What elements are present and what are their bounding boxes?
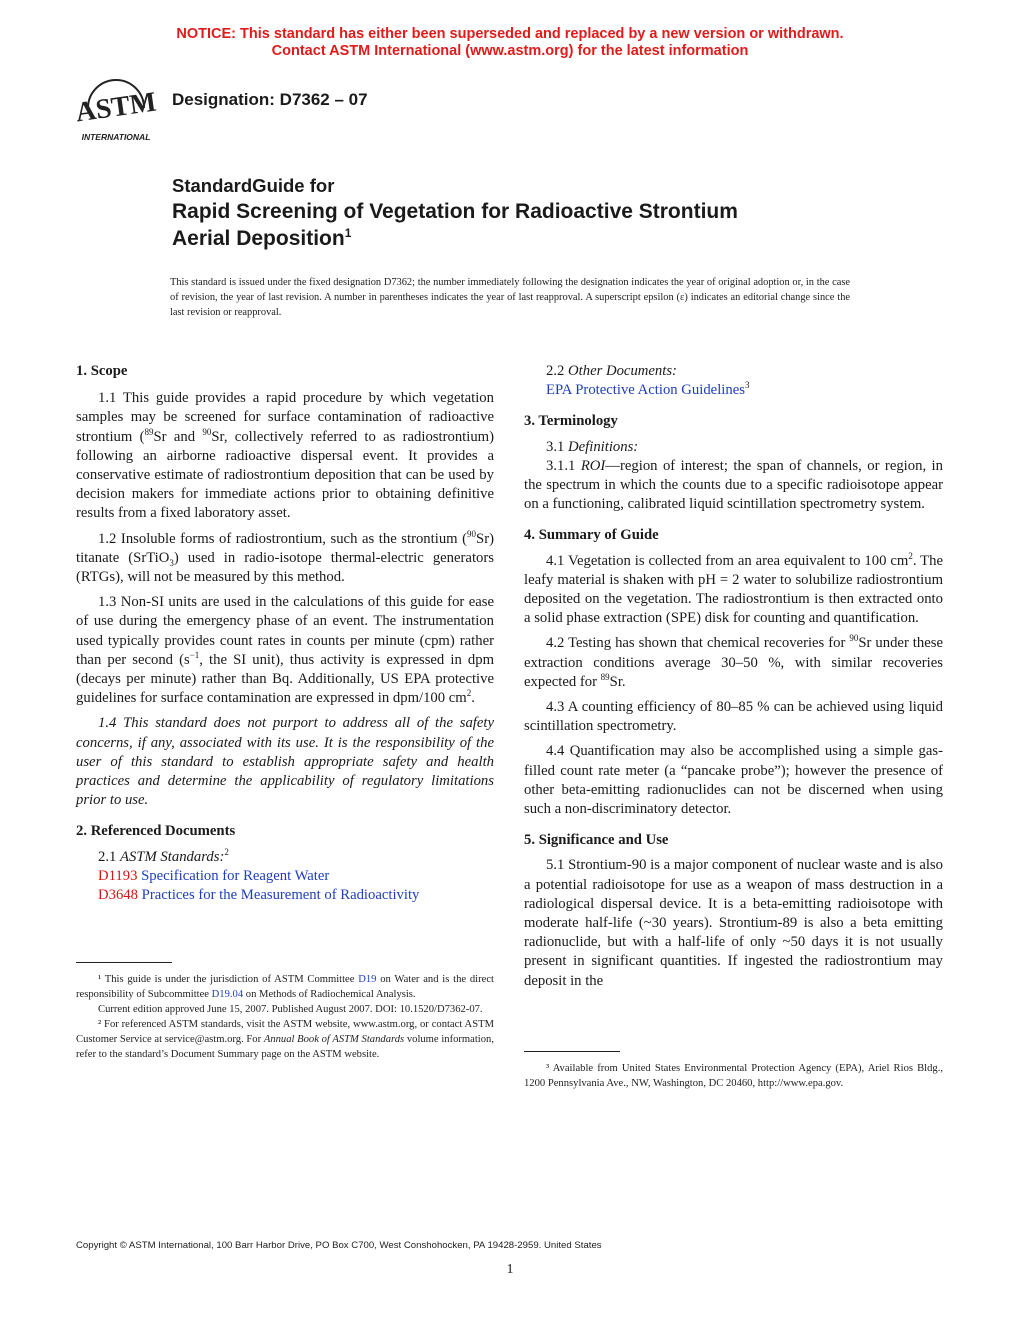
footnotes-left <box>76 972 494 1062</box>
section-2-heading: 2. Referenced Documents <box>76 823 236 840</box>
document-title <box>172 174 892 252</box>
para-4-1: 4.1 Vegetation is collected from an area equivalent to 100 $cm^2$. The leafy material is shaken with pH = 2 water to solubilize radiostrontium deposited on the vegetation. The radiostrontium is then extracted onto a solid phase extraction (SPE) disk for counting and quantification. <box>524 550 943 627</box>
section-3-heading: 3. Terminology <box>524 413 618 430</box>
logo-letters: ASTM <box>73 86 159 129</box>
notice-line-1: NOTICE: This standard has either been superseded and replaced by a new version or withdrawn. <box>176 26 844 42</box>
footnote-3: ³ Available from United States Environmental Protection Agency (EPA), Ariel Rios Bldg., 1200 Pennsylvania Ave., NW, Washington, DC 20460, http://www.epa.gov. <box>524 1063 943 1089</box>
para-4-2: 4.2 Testing has shown that chemical recoveries for $^{90}$Sr under these extraction conditions average 30–50 %, with similar recoveries expected for $^{89}$Sr. <box>524 633 943 690</box>
ref-d3648[interactable]: D3648 Practices for the Measurement of Radioactivity <box>98 887 420 904</box>
para-1-4: 1.4 This standard does not purport to address all of the safety concerns, if any, associated with its use. It is the responsibility of the user of this standard to establish appropriate safety and health practices and determine the applicability of regulatory limitations prior to use. <box>76 715 494 809</box>
page-number: 1 <box>506 1262 514 1277</box>
footnote-1: ¹ This guide is under the jurisdiction of ASTM Committee D19 on Water and is the direct responsibility of Subcommittee D19.04 on Methods of Radiochemical Analysis. <box>76 974 494 1000</box>
issued-note: This standard is issued under the fixed designation D7362; the number immediately following the designation indicates the year of original adoption or, in the case of revision, the year of last revision. A number in parentheses indicates the year of last reapproval. A superscript epsilon (ε) indicates an editorial change since the last revision or reapproval. <box>170 277 850 318</box>
section-5-heading: 5. Significance and Use <box>524 832 669 849</box>
astm-logo-icon <box>70 76 162 144</box>
right-column <box>524 362 943 991</box>
footnote-divider-left <box>76 962 172 963</box>
notice-line-2: Contact ASTM International (www.astm.org) for the latest information <box>271 43 749 59</box>
para-1-2: 1.2 Insoluble forms of radiostrontium, such as the strontium ($^{90}$Sr) titanate (SrTiO$_3$) used in radio-isotope thermal-electric generators (RTGs), will not be measured by this method. <box>76 528 494 586</box>
designation: Designation: D7362 – 07 <box>172 90 368 109</box>
footnote-divider-right <box>524 1051 620 1052</box>
para-3-1-1: 3.1.1 ROI—region of interest; the span of channels, or region, in the spectrum in which the counts due to a specific radioisotope appear on a functioning, calibrated liquid scintillation spectrometry system. <box>524 457 943 513</box>
para-1-1: 1.1 This guide provides a rapid procedure by which vegetation samples may be screened for surface contamination of radioactive strontium ($^{89}$Sr and $^{90}$Sr, collectively referred to as radiostrontium) following an airborne radioactive dispersal event. It provides a conservative estimate of radiostrontium deposition that can be used by decision makers for immediate actions prior to obtaining definitive results from a fixed laboratory asset. <box>76 390 494 522</box>
logo-sub: INTERNATIONAL <box>81 132 151 142</box>
epa-guidelines-link[interactable]: EPA Protective Action Guidelines$^3$ <box>546 380 750 399</box>
title-line-3: Aerial Deposition$^1$ <box>172 226 352 250</box>
ref-d1193[interactable]: D1193 Specification for Reagent Water <box>98 867 330 884</box>
para-3-1: 3.1 Definitions: <box>546 438 639 455</box>
para-4-4: 4.4 Quantification may also be accomplished using a simple gas-filled count rate meter (a “pancake probe”); however the presence of other beta-emitting radionuclides can not be discerned when using such a non-discriminatory detector. <box>524 743 943 818</box>
title-line-1: StandardGuide for <box>172 175 335 196</box>
astm-logo <box>70 76 162 144</box>
para-2-2: 2.2 Other Documents: <box>546 363 677 379</box>
para-2-1: 2.1 ASTM Standards:$^2$ <box>98 846 229 865</box>
footnotes-right <box>524 1061 943 1091</box>
footnote-1-edition: Current edition approved June 15, 2007. Published August 2007. DOI: 10.1520/D7362-07. <box>98 1004 483 1015</box>
title-line-2: Rapid Screening of Vegetation for Radioactive Strontium <box>172 200 738 223</box>
copyright: Copyright © ASTM International, 100 Barr Harbor Drive, PO Box C700, West Conshohocken, PA 19428-2959. United States <box>76 1240 602 1251</box>
footnote-2: ² For referenced ASTM standards, visit the ASTM website, www.astm.org, or contact ASTM Customer Service at service@astm.org. For Annual Book of ASTM Standards volume information, refer to the standard’s Document Summary page on the ASTM website. <box>76 1019 494 1060</box>
section-4-heading: 4. Summary of Guide <box>524 527 659 544</box>
left-column <box>76 362 494 905</box>
section-1-heading: 1. Scope <box>76 363 128 379</box>
para-1-3: 1.3 Non-SI units are used in the calculations of this guide for ease of use during the emergency phase of an event. The instrumentation used typically provides count rates in counts per minute (cpm) rather than per second ($s^{-1}$, the SI unit), thus activity is expressed in dpm (decays per minute) rather than Bq. Additionally, US EPA protective guidelines for surface contamination are expressed in dpm/100 $cm^2$. <box>76 594 494 707</box>
para-4-3: 4.3 A counting efficiency of 80–85 % can be achieved using liquid scintillation spectrometry. <box>524 699 943 735</box>
para-5-1: 5.1 Strontium-90 is a major component of nuclear waste and is also a potential radioisotope for use as a weapon of mass destruction in a radiological dispersal device. It is a beta-emitting radioisotope with moderate half-life (~30 years). Strontium-89 is also a beta emitting radionuclide, but with a half-life of only ~50 days it is not usually present in significant quantities. If ingested the radiostrontium may deposit in the <box>524 857 943 989</box>
notice-banner <box>0 26 1020 60</box>
